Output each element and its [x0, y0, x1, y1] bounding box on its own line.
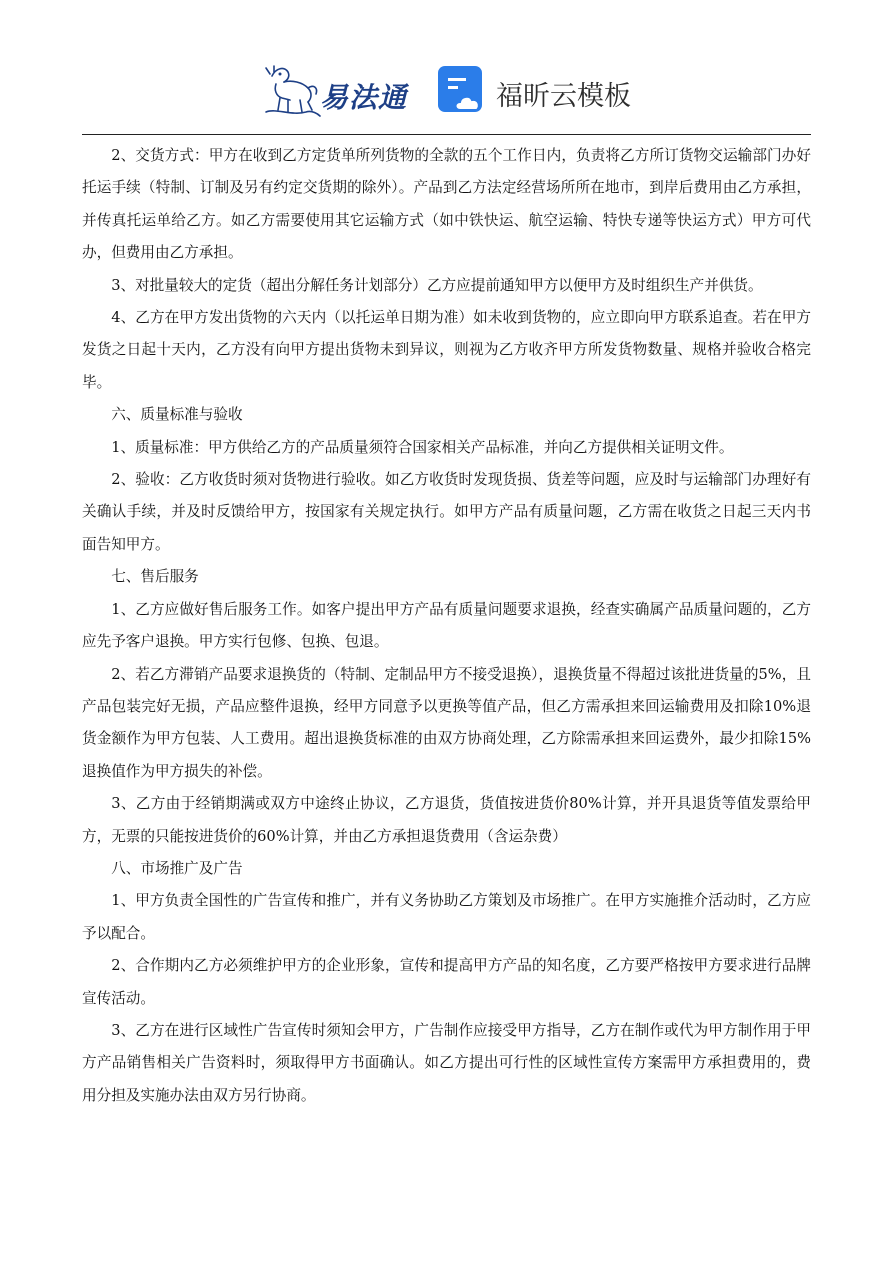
- paragraph: 1、甲方负责全国性的广告宣传和推广，并有义务协助乙方策划及市场推广。在甲方实施推介活动时，乙方应予以配合。: [82, 892, 811, 942]
- qilin-icon: [262, 62, 322, 120]
- yifatong-logo-text: 易法通: [320, 81, 408, 114]
- header-divider: [82, 134, 811, 135]
- document-body: [82, 140, 811, 1112]
- paragraph: 2、验收：乙方收货时须对货物进行验收。如乙方收货时发现货损、货差等问题，应及时与运输部门办理好有关确认手续，并及时反馈给甲方，按国家有关规定执行。如甲方产品有质量问题，乙方需在收货之日起三天内书面告知甲方。: [82, 471, 811, 553]
- paragraph: 3、对批量较大的定货（超出分解任务计划部分）乙方应提前通知甲方以便甲方及时组织生产并供货。: [111, 276, 763, 294]
- foxit-cloud-template-logo: [436, 64, 636, 118]
- paragraph: 4、乙方在甲方发出货物的六天内（以托运单日期为准）如未收到货物的，应立即向甲方联系追查。若在甲方发货之日起十天内，乙方没有向甲方提出货物未到异议，则视为乙方收齐甲方所发货物数量、规格并验收合格完毕。: [82, 309, 811, 391]
- paragraph: 2、交货方式：甲方在收到乙方定货单所列货物的全款的五个工作日内，负责将乙方所订货物交运输部门办好托运手续（特制、订制及另有约定交货期的除外）。产品到乙方法定经营场所所在地市，到岸后费用由乙方承担，并传真托运单给乙方。如乙方需要使用其它运输方式（如中铁快运、航空运输、特快专递等快运方式）甲方可代办，但费用由乙方承担。: [82, 147, 811, 262]
- paragraph: 1、乙方应做好售后服务工作。如客户提出甲方产品有质量问题要求退换，经查实确属产品质量问题的，乙方应先予客户退换。甲方实行包修、包换、包退。: [82, 600, 811, 651]
- section-heading: 七、售后服务: [111, 568, 199, 586]
- paragraph: 3、乙方在进行区域性广告宣传时须知会甲方，广告制作应接受甲方指导，乙方在制作或代为甲方制作用于甲方产品销售相关广告资料时，须取得甲方书面确认。如乙方提出可行性的区域性宣传方案需甲方承担费用的，费用分担及实施办法由双方另行协商。: [82, 1021, 811, 1104]
- paragraph: 2、合作期内乙方必须维护甲方的企业形象，宣传和提高甲方产品的知名度，乙方要严格按甲方要求进行品牌宣传活动。: [82, 957, 811, 1007]
- paragraph: 3、乙方由于经销期满或双方中途终止协议，乙方退货，货值按进货价80%计算，并开具退货等值发票给甲方，无票的只能按进货价的60%计算，并由乙方承担退货费用（含运杂费）: [82, 795, 811, 845]
- yifatong-logo: [262, 62, 412, 120]
- paragraph: 2、若乙方滞销产品要求退换货的（特制、定制品甲方不接受退换），退换货量不得超过该批进货量的5%，且产品包装完好无损，产品应整件退换，经甲方同意予以更换等值产品，但乙方需承担来回运输费用及扣除10%退货金额作为甲方包装、人工费用。超出退换货标准的由双方协商处理，乙方除需承担来回运费外，最少扣除15%退换值作为甲方损失的补偿。: [82, 665, 811, 780]
- paragraph: 1、质量标准：甲方供给乙方的产品质量须符合国家相关产品标准，并向乙方提供相关证明文件。: [111, 438, 734, 456]
- section-heading: 六、质量标准与验收: [111, 406, 243, 424]
- cloud-document-icon: [436, 64, 488, 116]
- foxit-cloud-template-logo-text: 福昕云模板: [496, 81, 631, 112]
- section-heading: 八、市场推广及广告: [111, 859, 243, 877]
- page-header: [0, 58, 893, 126]
